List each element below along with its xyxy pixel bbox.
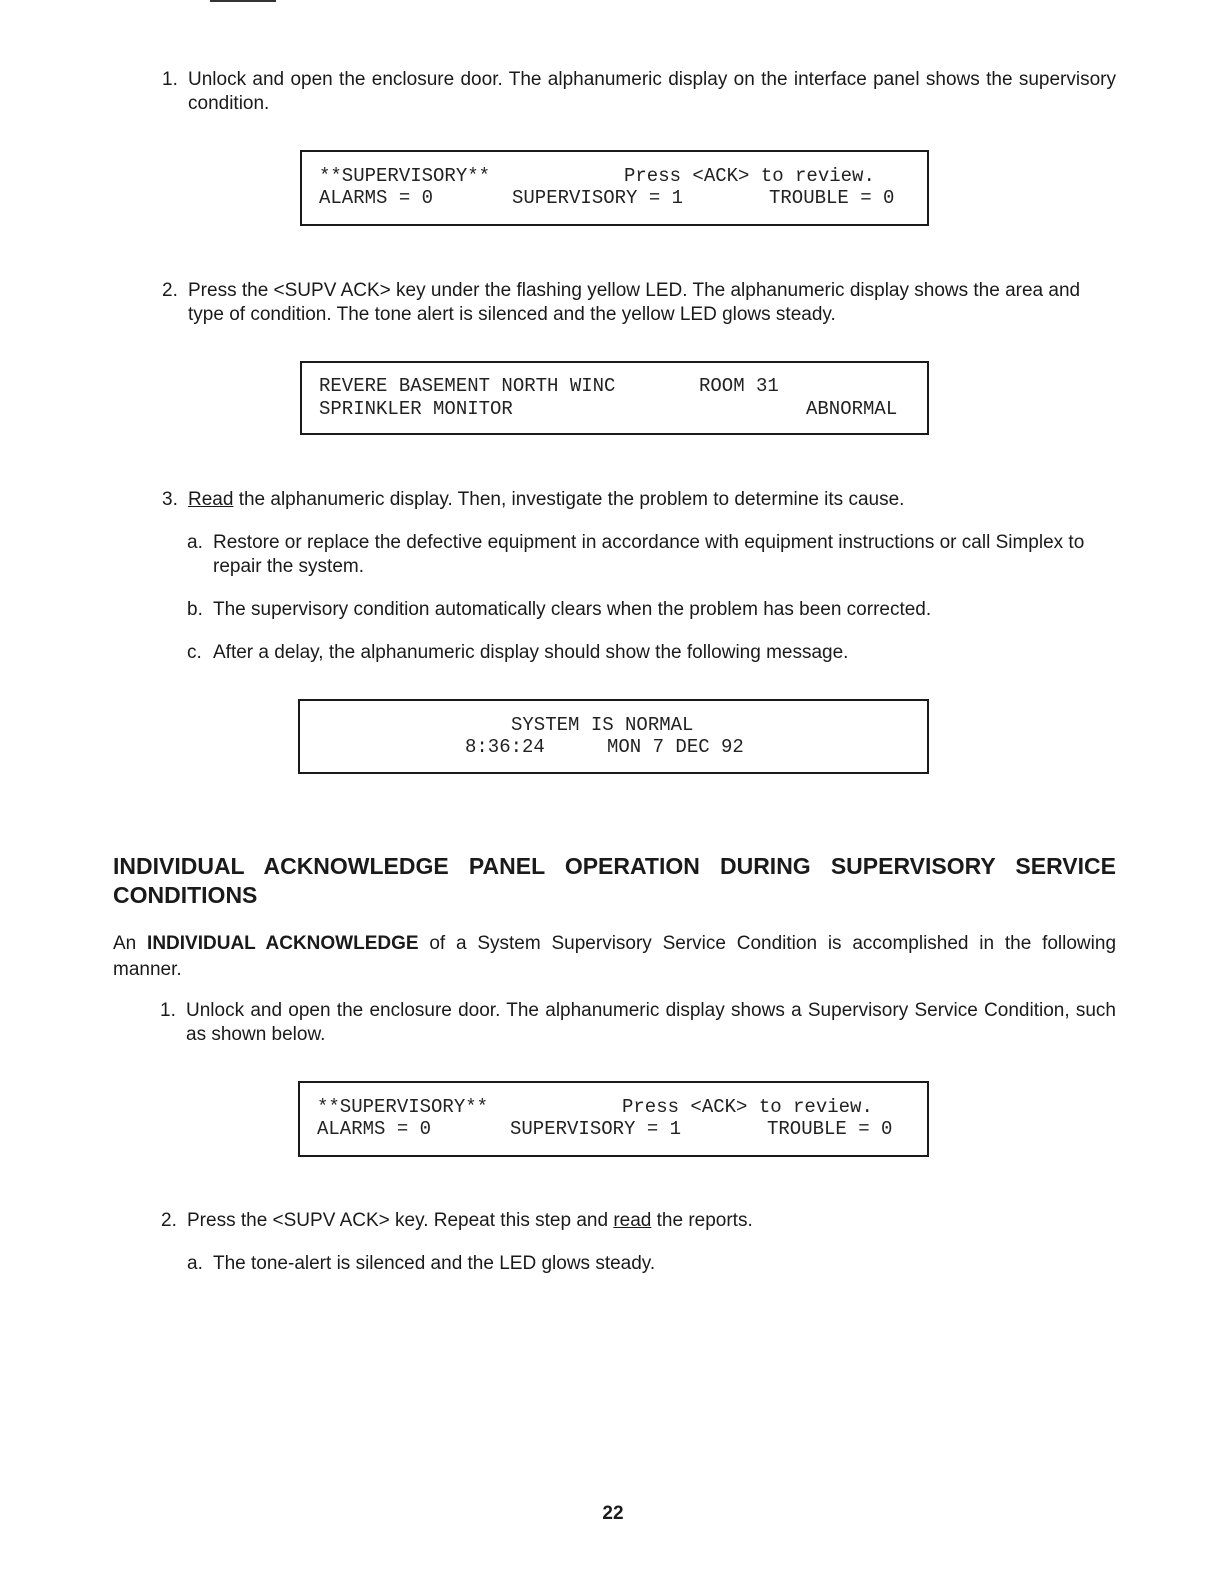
substep-text: The supervisory condition automatically clears when the problem has been corrected.: [213, 599, 932, 620]
substep-letter: a.: [187, 532, 203, 553]
lcd-line2-device: SPRINKLER MONITOR: [319, 398, 513, 420]
step-text-rest: the alphanumeric display. Then, investigate the problem to determine its cause.: [233, 489, 905, 510]
step-1: [162, 68, 1116, 118]
step-text: [188, 488, 1116, 512]
lcd-display-supervisory: [300, 150, 929, 226]
step-text: Unlock and open the enclosure door. The alphanumeric display shows a Supervisory Service Condition, such as shown below.: [186, 1000, 1116, 1045]
section2-step-2: [161, 1209, 1116, 1235]
section2-substep-a: [187, 1252, 1116, 1278]
intro-paragraph: [113, 931, 1116, 983]
substep-text: The tone-alert is silenced and the LED glows steady.: [213, 1253, 656, 1274]
lcd-line1-right: Press <ACK> to review.: [622, 1096, 873, 1118]
substep-letter: a.: [187, 1253, 203, 1274]
step-number: 3.: [162, 489, 178, 510]
page-number: 22: [602, 1503, 624, 1524]
step-text: Unlock and open the enclosure door. The alphanumeric display on the interface panel shows the supervisory condition.: [188, 69, 1116, 114]
substep-letter: b.: [187, 599, 203, 620]
intro-prefix: An: [113, 933, 148, 954]
lcd-alarms-count: ALARMS = 0: [317, 1118, 432, 1140]
lcd-line1-status: SYSTEM IS NORMAL: [511, 714, 694, 736]
lcd-line2-time: 8:36:24: [465, 736, 545, 758]
substep-a: [187, 531, 1116, 581]
lcd-line1-area: REVERE BASEMENT NORTH WINC: [319, 375, 616, 397]
section2-step-1: [160, 999, 1116, 1049]
lcd-line2-status: ABNORMAL: [806, 398, 898, 420]
read-emphasis: Read: [188, 489, 234, 510]
intro-rest: of a System Supervisory Service Condition is accomplished in the following manner.: [113, 933, 1117, 980]
lcd-line1-left: **SUPERVISORY**: [317, 1096, 489, 1118]
substep-b: [187, 598, 1116, 624]
step-text: Press the <SUPV ACK> key under the flashing yellow LED. The alphanumeric display shows the area and type of condition. The tone alert is silenced and the yellow LED glows steady.: [188, 280, 1081, 325]
substep-c: [187, 641, 1116, 667]
lcd-display-supervisory-2: [298, 1081, 929, 1157]
lcd-line2-date: MON 7 DEC 92: [607, 736, 744, 758]
read-emphasis: read: [613, 1210, 652, 1231]
step-text-after: the reports.: [651, 1210, 753, 1231]
lcd-line1-room: ROOM 31: [699, 375, 779, 397]
substep-letter: c.: [187, 642, 202, 663]
section-heading: INDIVIDUAL ACKNOWLEDGE PANEL OPERATION DURING SUPERVISORY SERVICE CONDITIONS: [113, 853, 1116, 908]
step-text: [187, 1209, 1116, 1233]
step-number: 2.: [161, 1210, 177, 1231]
step-number: 1.: [160, 1000, 176, 1021]
lcd-supervisory-count: SUPERVISORY = 1: [512, 187, 684, 209]
lcd-line1-left: **SUPERVISORY**: [319, 165, 491, 187]
step-text-before: Press the <SUPV ACK> key. Repeat this step and: [187, 1210, 614, 1231]
lcd-trouble-count: TROUBLE = 0: [767, 1118, 893, 1140]
step-number: 1.: [162, 69, 178, 90]
lcd-trouble-count: TROUBLE = 0: [769, 187, 895, 209]
top-rule: [210, 0, 276, 2]
lcd-display-system-normal: [298, 699, 929, 774]
step-number: 2.: [162, 280, 178, 301]
lcd-line1-right: Press <ACK> to review.: [624, 165, 875, 187]
substep-text: After a delay, the alphanumeric display should show the following message.: [213, 642, 849, 663]
intro-bold: INDIVIDUAL ACKNOWLEDGE: [147, 933, 419, 954]
lcd-display-area-condition: [300, 361, 929, 435]
lcd-alarms-count: ALARMS = 0: [319, 187, 434, 209]
step-3: [162, 488, 1116, 514]
step-2: [162, 279, 1116, 329]
lcd-supervisory-count: SUPERVISORY = 1: [510, 1118, 682, 1140]
substep-text: Restore or replace the defective equipment in accordance with equipment instructions or call Simplex to repair the system.: [213, 532, 1085, 577]
